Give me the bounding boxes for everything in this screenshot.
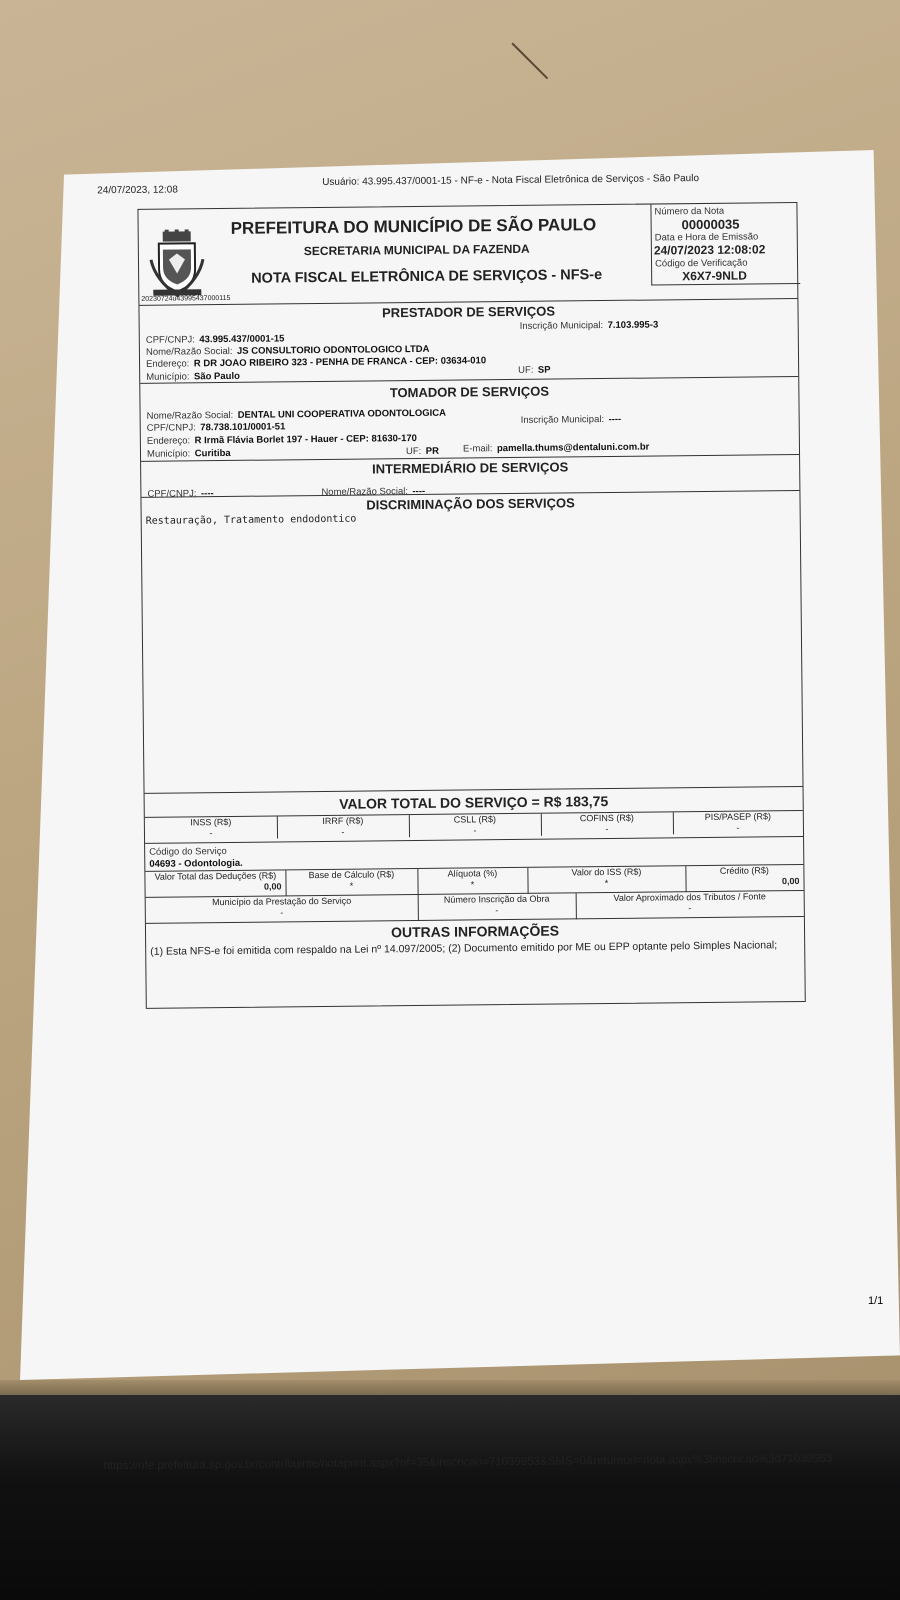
iss-cell: Valor do ISS (R$) * — [527, 866, 686, 894]
prestador-uf-label: UF: — [518, 364, 534, 376]
base-calculo-cell: Base de Cálculo (R$) * — [285, 869, 418, 896]
footer-page: 1/1 — [868, 1295, 884, 1307]
deducoes-cell: Valor Total das Deduções (R$) 0,00 — [145, 870, 286, 897]
cofins-cell: COFINS (R$) - — [541, 812, 674, 835]
print-date: 24/07/2023, 12:08 — [97, 184, 178, 197]
header-prefeitura: PREFEITURA DO MUNICÍPIO DE SÃO PAULO — [230, 215, 597, 238]
codigo-servico-label: Código do Serviço — [149, 845, 227, 858]
numero-label: Número da Nota — [654, 205, 725, 218]
prestador-endereco-label: Endereço: — [146, 358, 190, 370]
codigo-value: X6X7-9NLD — [682, 268, 747, 284]
tomador-uf-label: UF: — [405, 445, 422, 458]
prestador-nome: JS CONSULTORIO ODONTOLOGICO LTDA — [236, 343, 430, 357]
numero-value: 00000035 — [681, 216, 740, 233]
prestador-uf: SP — [537, 364, 551, 376]
desk-scratch — [512, 43, 548, 79]
nfse-form — [137, 202, 805, 1009]
tomador-section — [140, 376, 799, 462]
barcode-text: 20230724u43995437000115 — [141, 294, 231, 303]
codigo-label: Código de Verificação — [654, 257, 748, 270]
data-label: Data e Hora de Emissão — [654, 231, 759, 244]
inss-cell: INSS (R$) - — [145, 816, 278, 839]
prestador-inscricao-label: Inscrição Municipal: — [519, 320, 604, 332]
outras-info-section — [146, 916, 805, 1009]
outras-title: OUTRAS INFORMAÇÕES — [390, 922, 560, 941]
prestador-cpf-label: CPF/CNPJ: — [145, 334, 195, 346]
tomador-cpf: 78.738.101/0001-51 — [200, 421, 286, 434]
prestador-nome-label: Nome/Razão Social: — [145, 345, 233, 358]
print-user-line: Usuário: 43.995.437/0001-15 - NF-e - Nota Fiscal Eletrônica de Serviços - São Paulo — [322, 173, 700, 188]
tomador-endereco-label: Endereço: — [146, 435, 191, 447]
intermediario-nome-label: Nome/Razão Social: — [321, 486, 409, 498]
credito-cell: Crédito (R$) 0,00 — [719, 865, 800, 887]
codigo-servico-value: 04693 - Odontologia. — [149, 857, 243, 870]
floor-background — [0, 1395, 900, 1600]
prestador-endereco: R DR JOAO RIBEIRO 323 - PENHA DE FRANCA - CEP: 03634-010 — [193, 355, 487, 370]
irrf-cell: IRRF (R$) - — [277, 815, 410, 838]
header-secretaria: SECRETARIA MUNICIPAL DA FAZENDA — [303, 241, 530, 259]
tomador-inscricao-label: Inscrição Municipal: — [520, 414, 605, 426]
tomador-email-label: E-mail: — [462, 443, 493, 455]
prestador-title: PRESTADOR DE SERVIÇOS — [382, 303, 556, 321]
discriminacao-text: Restauração, Tratamento endodontico — [145, 513, 357, 527]
tomador-inscricao: ---- — [608, 413, 622, 425]
pis-cell: PIS/PASEP (R$) - — [704, 811, 771, 833]
header-nfse-title: NOTA FISCAL ELETRÔNICA DE SERVIÇOS - NFS-e — [251, 267, 603, 287]
footer-url: https://nfe.prefeitura.sp.gov.br/contribuinte/notaprint.aspx?nf=35&inscricao=71039953&SMS=0&returnurl=nota.aspx%3finscricao%3d71039953 — [103, 1452, 833, 1473]
nota-info-box — [650, 203, 800, 286]
intermediario-title: INTERMEDIÁRIO DE SERVIÇOS — [371, 459, 569, 477]
tomador-nome-label: Nome/Razão Social: — [146, 409, 234, 422]
tomador-nome: DENTAL UNI COOPERATIVA ODONTOLOGICA — [237, 407, 447, 421]
csll-cell: CSLL (R$) - — [409, 814, 542, 837]
prestador-municipio: São Paulo — [193, 370, 240, 383]
discriminacao-title: DISCRIMINAÇÃO DOS SERVIÇOS — [366, 495, 575, 513]
municipio-prestacao-cell: Município da Prestação do Serviço - — [146, 895, 419, 924]
prestador-inscricao: 7.103.995-3 — [607, 319, 659, 331]
invoice-document — [32, 159, 875, 1473]
tomador-uf: PR — [425, 445, 440, 457]
valor-total: VALOR TOTAL DO SERVIÇO = R$ 183,75 — [339, 793, 609, 812]
tributos-fonte-cell: Valor Aproximado dos Tributos / Fonte - — [613, 891, 766, 914]
discriminacao-section — [141, 490, 802, 794]
coat-of-arms-icon — [149, 229, 206, 300]
prestador-municipio-label: Município: — [146, 371, 190, 383]
prestador-cpf: 43.995.437/0001-15 — [199, 333, 285, 346]
prestador-section — [139, 298, 798, 384]
aliquota-cell: Alíquota (%) * — [417, 868, 528, 895]
tomador-email: pamella.thums@dentaluni.com.br — [496, 441, 650, 455]
tomador-municipio-label: Município: — [146, 448, 191, 460]
tomador-title: TOMADOR DE SERVIÇOS — [389, 383, 550, 401]
tomador-municipio: Curitiba — [194, 447, 231, 460]
data-value: 24/07/2023 12:08:02 — [653, 242, 766, 258]
inscricao-obra-cell: Número Inscrição da Obra - — [418, 893, 577, 921]
tomador-endereco: R Irmã Flávia Borlet 197 - Hauer - CEP: 81630-170 — [194, 432, 417, 447]
outras-text: (1) Esta NFS-e foi emitida com respaldo na Lei nº 14.097/2005; (2) Documento emitido por ME ou EPP optante pelo Simples Nacional; — [150, 939, 778, 958]
tomador-cpf-label: CPF/CNPJ: — [146, 422, 196, 434]
intermediario-cpf: ---- — [200, 488, 214, 500]
intermediario-nome: ---- — [412, 485, 426, 498]
intermediario-cpf-label: CPF/CNPJ: — [147, 488, 197, 500]
